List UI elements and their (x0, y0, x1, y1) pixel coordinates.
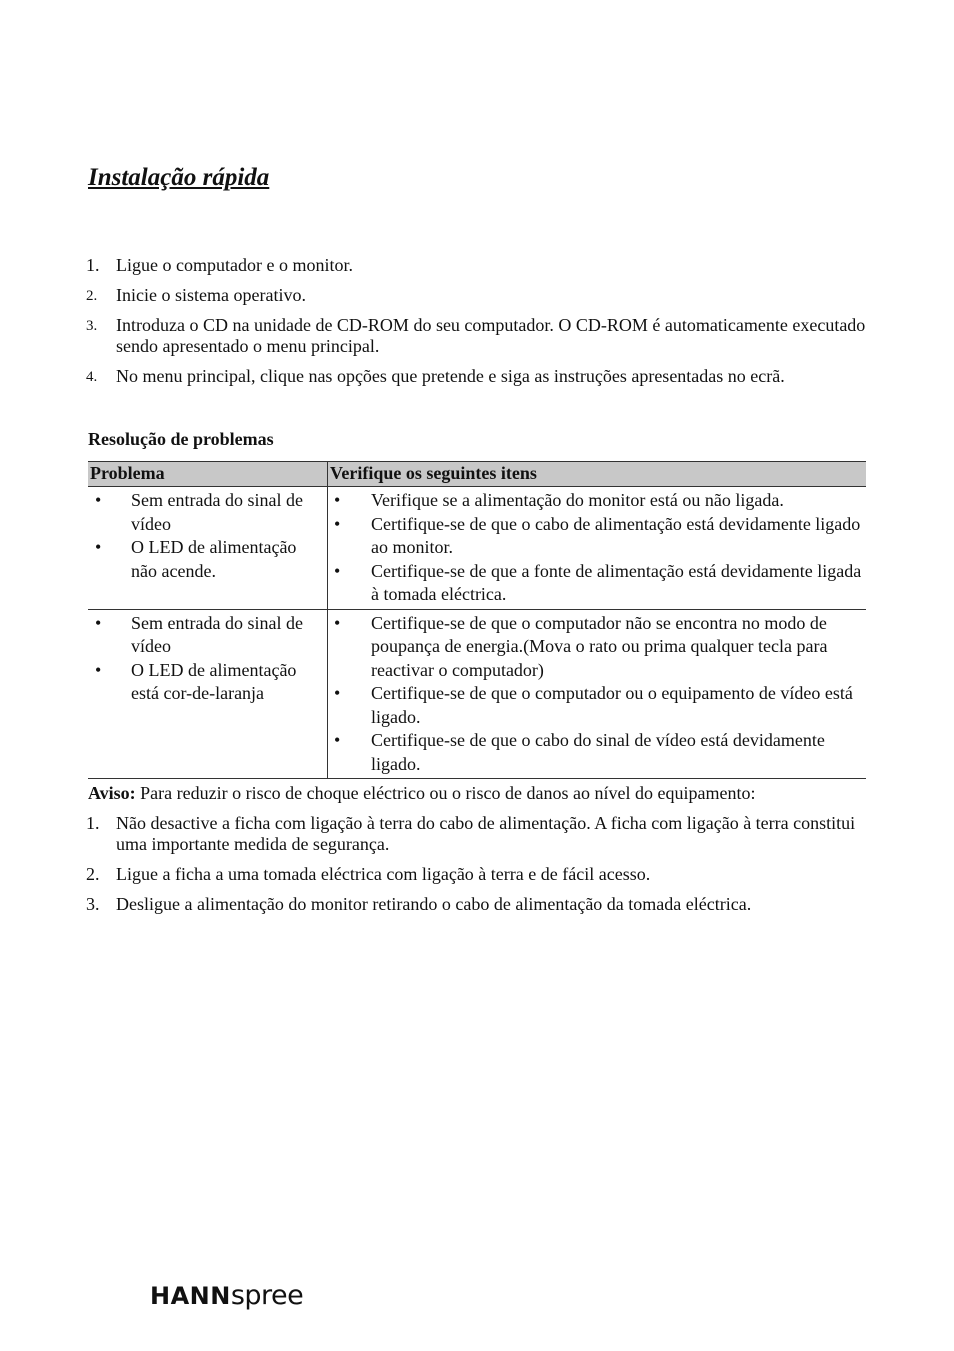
step-number: 1. (86, 813, 100, 833)
step-number: 2. (86, 864, 100, 884)
step-text: Inicie o sistema operativo. (116, 285, 306, 305)
problem-item: • O LED de alimentação está cor-de-laranja (88, 659, 325, 706)
installation-steps-list (86, 255, 876, 396)
page-title: Instalação rápida (88, 164, 270, 191)
check-item: • Certifique-se de que o computador não se encontra no modo de poupança de energia.(Mova o rato ou prima qualquer tecla para reactivar o computador) (328, 612, 864, 683)
step-text: Introduza o CD na unidade de CD-ROM do seu computador. O CD-ROM é automaticamente executado sendo apresentado o menu principal. (116, 315, 866, 356)
check-item: • Certifique-se de que a fonte de alimentação está devidamente ligada à tomada eléctrica. (328, 560, 864, 607)
step-number: 3. (86, 894, 100, 914)
table-row (88, 609, 866, 779)
table-row (88, 487, 866, 610)
warning-label: Aviso: (88, 783, 136, 803)
check-item: • Certifique-se de que o computador ou o equipamento de vídeo está ligado. (328, 682, 864, 729)
list-item (86, 285, 876, 306)
step-number: 1. (86, 255, 100, 275)
column-header-checks: Verifique os seguintes itens (328, 462, 867, 487)
troubleshooting-title: Resolução de problemas (88, 429, 274, 449)
step-text: No menu principal, clique nas opções que pretende e siga as instruções apresentadas no ecrã. (116, 366, 785, 386)
hannspree-logo (150, 1281, 303, 1311)
step-text: Ligue o computador e o monitor. (116, 255, 353, 275)
logo-part-hann: HANN (150, 1282, 231, 1310)
list-item (86, 315, 876, 357)
logo-part-spree: spree (230, 1280, 304, 1311)
warning-paragraph (88, 782, 878, 804)
step-text: Não desactive a ficha com ligação à terra do cabo de alimentação. A ficha com ligação à terra constitui uma importante medida de segurança. (116, 813, 856, 854)
check-item: • Certifique-se de que o cabo do sinal de vídeo está devidamente ligado. (328, 729, 864, 776)
table-header-row (88, 462, 866, 487)
step-number: 4. (86, 369, 98, 385)
problem-item: • Sem entrada do sinal de vídeo (88, 489, 325, 536)
warning-steps-list (86, 813, 876, 924)
checks-cell (328, 487, 867, 610)
problem-item: • Sem entrada do sinal de vídeo (88, 612, 325, 659)
list-item (86, 255, 876, 276)
list-item (86, 813, 876, 855)
check-item: • Verifique se a alimentação do monitor está ou não ligada. (328, 489, 864, 513)
problem-item: • O LED de alimentação não acende. (88, 536, 325, 583)
troubleshooting-table (88, 461, 866, 779)
column-header-problem: Problema (88, 462, 328, 487)
problem-cell (88, 487, 328, 610)
warning-text: Para reduzir o risco de choque eléctrico ou o risco de danos ao nível do equipamento: (140, 783, 756, 803)
problem-cell (88, 609, 328, 779)
step-number: 3. (86, 318, 98, 334)
step-text: Ligue a ficha a uma tomada eléctrica com ligação à terra e de fácil acesso. (116, 864, 651, 884)
checks-cell (328, 609, 867, 779)
step-text: Desligue a alimentação do monitor retirando o cabo de alimentação da tomada eléctrica. (116, 894, 752, 914)
list-item (86, 894, 876, 915)
list-item (86, 366, 876, 387)
list-item (86, 864, 876, 885)
step-number: 2. (86, 288, 98, 304)
check-item: • Certifique-se de que o cabo de alimentação está devidamente ligado ao monitor. (328, 513, 864, 560)
